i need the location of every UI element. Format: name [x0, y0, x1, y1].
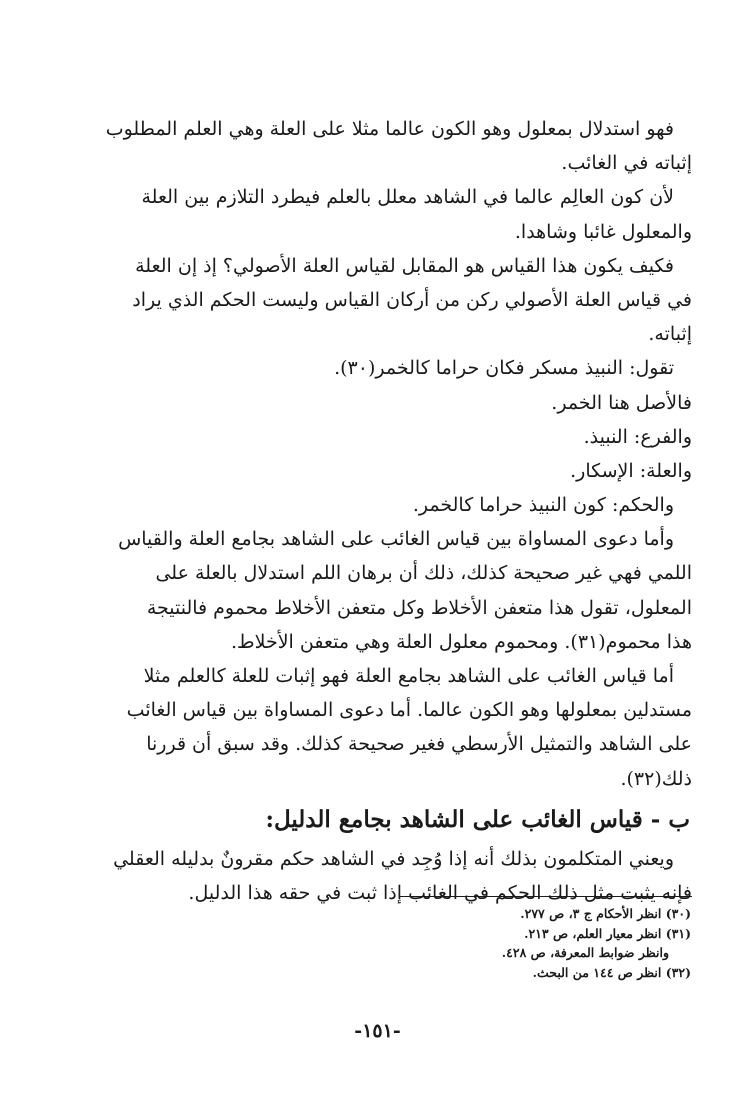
footnote-31-continued: وانظر ضوابط المعرفة، ص ٤٢٨.	[501, 945, 669, 960]
paragraph-line: اللمي فهي غير صحيحة كذلك، ذلك أن برهان اللم استدلال بالعلة على	[155, 562, 692, 585]
paragraph-line: والمعلول غائبا وشاهدا.	[514, 220, 692, 243]
paragraph-line: فهو استدلال بمعلول وهو الكون عالما مثلا على العلة وهي العلم المطلوب	[105, 118, 674, 140]
section-heading: ب - قياس الغائب على الشاهد بجامع الدليل:	[265, 805, 690, 833]
paragraph-line: ذلك(٣٢).	[620, 767, 692, 790]
paragraph-line: فإنه يثبت مثل ذلك الحكم في الغائب إذا ثبت في حقه هذا الدليل.	[188, 881, 692, 904]
page-number: -١٥١-	[354, 1020, 401, 1042]
footnote-31: (٣١) انظر معيار العلم، ص ٢١٣.	[524, 925, 691, 941]
paragraph-line: أما قياس الغائب على الشاهد بجامع العلة فهو إثبات للعلة كالعلم مثلا	[143, 665, 674, 687]
footnote-32: (٣٢) انظر ص ١٤٤ من البحث.	[532, 964, 691, 980]
example-line: والعلة: الإسكار.	[570, 459, 692, 482]
paragraph-line: وأما دعوى المساواة بين قياس الغائب على الشاهد بجامع العلة والقياس	[118, 528, 674, 551]
footnote-divider	[400, 896, 692, 897]
paragraph-line: هذا محموم(٣١). ومحموم معلول العلة وهي متعفن الأخلاط.	[231, 630, 692, 653]
paragraph-line: على الشاهد والتمثيل الأرسطي فغير صحيحة كذلك. وقد سبق أن قررنا	[146, 733, 692, 756]
paragraph-line: إثباته في الغائب.	[561, 152, 692, 175]
paragraph-line: إثباته.	[648, 323, 692, 346]
paragraph-line: فكيف يكون هذا القياس هو المقابل لقياس العلة الأصولي؟ إذ إن العلة	[135, 254, 674, 277]
paragraph-line: في قياس العلة الأصولي ركن من أركان القياس وليست الحكم الذي يراد	[132, 288, 692, 311]
example-line: فالأصل هنا الخمر.	[551, 391, 692, 414]
paragraph-line: المعلول، تقول هذا متعفن الأخلاط وكل متعفن الأخلاط محموم فالنتيجة	[146, 596, 692, 619]
main-text	[62, 112, 692, 910]
paragraph-line: مستدلين بمعلولها وهو الكون عالما. أما دعوى المساواة بين قياس الغائب	[126, 699, 692, 722]
example-line: تقول: النبيذ مسكر فكان حراما كالخمر(٣٠).	[334, 357, 674, 380]
footnote-30: (٣٠) انظر الأحكام ج ٣، ص ٢٧٧.	[520, 906, 691, 921]
paragraph-line: لأن كون العالِم عالما في الشاهد معلل بالعلم فيطرد التلازم بين العلة	[141, 186, 674, 209]
footnotes	[361, 904, 691, 982]
example-line: والحكم: كون النبيذ حراما كالخمر.	[412, 494, 674, 517]
example-line: والفرع: النبيذ.	[583, 425, 692, 448]
paragraph-line: ويعني المتكلمون بذلك أنه إذا وُجِد في الشاهد حكم مقرونٌ بدليله العقلي	[113, 847, 674, 870]
